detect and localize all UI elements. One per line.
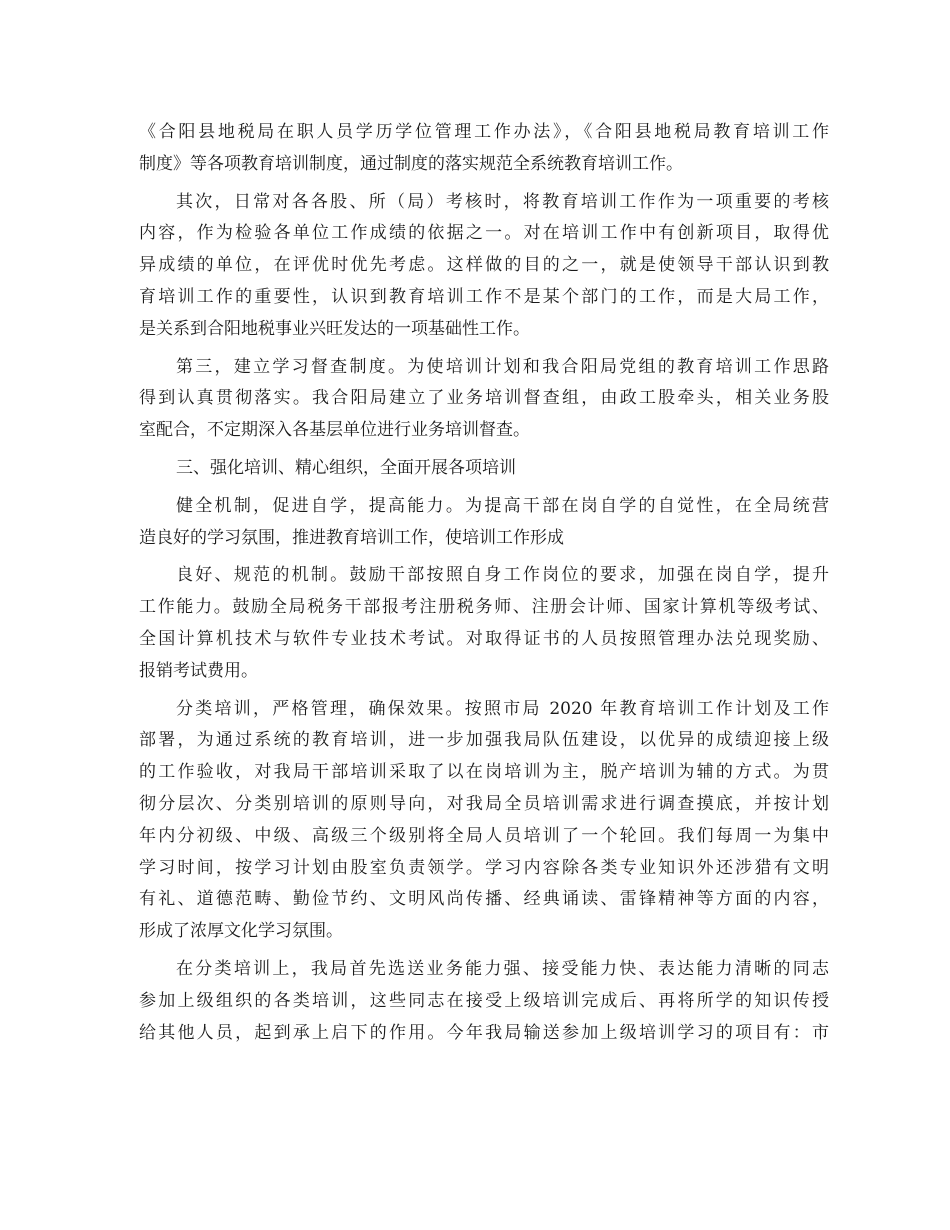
paragraph (139, 954, 829, 1049)
text-line: 造良好的学习氛围，推进教育培训工作，使培训工作形成 (139, 527, 564, 548)
text-line: 报销考试费用。 (139, 660, 258, 681)
text-line: 得到认真贯彻落实。我合阳局建立了业务培训督查组，由政工股牵头，相关业务股 (139, 388, 829, 409)
text-line: 学习时间，按学习计划由股室负责领学。学习内容除各类专业知识外还涉猎有文明 (139, 857, 829, 878)
text-line: 健全机制，促进自学，提高能力。为提高干部在岗自学的自觉性，在全局统营 (176, 495, 829, 516)
paragraph (139, 491, 829, 555)
paragraph (139, 694, 829, 948)
text-line: 异成绩的单位，在评优时优先考虑。这样做的目的之一，就是使领导干部认识到教 (139, 255, 829, 276)
paragraph (139, 560, 829, 687)
text-line: 有礼、道德范畴、勤俭节约、文明风尚传播、经典诵读、雷锋精神等方面的内容， (139, 889, 829, 910)
text-line: 分类培训，严格管理，确保效果。按照市局 2020 年教育培训工作计划及工作 (176, 698, 829, 719)
text-line: 第三，建立学习督查制度。为使培训计划和我合阳局党组的教育培训工作思路 (176, 356, 829, 377)
text-line: 部署，为通过系统的教育培训，进一步加强我局队伍建设，以优异的成绩迎接上级 (139, 730, 829, 751)
paragraph (139, 352, 829, 447)
paragraph (139, 117, 829, 181)
text-line: 参加上级组织的各类培训，这些同志在接受上级培训完成后、再将所学的知识传授 (139, 990, 829, 1011)
text-line: 室配合，不定期深入各基层单位进行业务培训督查。 (139, 420, 530, 441)
text-line: 形成了浓厚文化学习氛围。 (139, 921, 343, 942)
text-line: 的工作验收，对我局干部培训采取了以在岗培训为主，脱产培训为辅的方式。为贯 (139, 762, 829, 783)
paragraph (139, 187, 829, 346)
text-line: 其次，日常对各各股、所（局）考核时，将教育培训工作作为一项重要的考核 (176, 191, 829, 212)
text-line: 三、强化培训、精心组织，全面开展各项培训 (176, 457, 516, 478)
text-line: 全国计算机技术与软件专业技术考试。对取得证书的人员按照管理办法兑现奖励、 (139, 628, 829, 649)
text-line: 育培训工作的重要性，认识到教育培训工作不是某个部门的工作，而是大局工作， (139, 286, 829, 307)
text-line: 工作能力。鼓励全局税务干部报考注册税务师、注册会计师、国家计算机等级考试、 (139, 597, 829, 618)
text-line: 年内分初级、中级、高级三个级别将全局人员培训了一个轮回。我们每周一为集中 (139, 825, 829, 846)
text-line: 在分类培训上，我局首先选送业务能力强、接受能力快、表达能力清晰的同志 (176, 958, 829, 979)
text-line: 《合阳县地税局在职人员学历学位管理工作办法》，《合阳县地税局教育培训工作 (139, 122, 829, 142)
paragraph (139, 453, 829, 485)
text-line: 给其他人员，起到承上启下的作用。今年我局输送参加上级培训学习的项目有：市 (139, 1022, 829, 1043)
document-body (139, 117, 829, 1049)
text-line: 内容，作为检验各单位工作成绩的依据之一。对在培训工作中有创新项目，取得优 (139, 223, 829, 244)
text-line: 良好、规范的机制。鼓励干部按照自身工作岗位的要求，加强在岗自学，提升 (176, 565, 829, 586)
text-line: 是关系到合阳地税事业兴旺发达的一项基础性工作。 (139, 318, 530, 339)
text-line: 彻分层次、分类别培训的原则导向，对我局全员培训需求进行调查摸底，并按计划 (139, 793, 829, 814)
text-line: 制度》等各项教育培训制度，通过制度的落实规范全系统教育培训工作。 (139, 153, 683, 174)
